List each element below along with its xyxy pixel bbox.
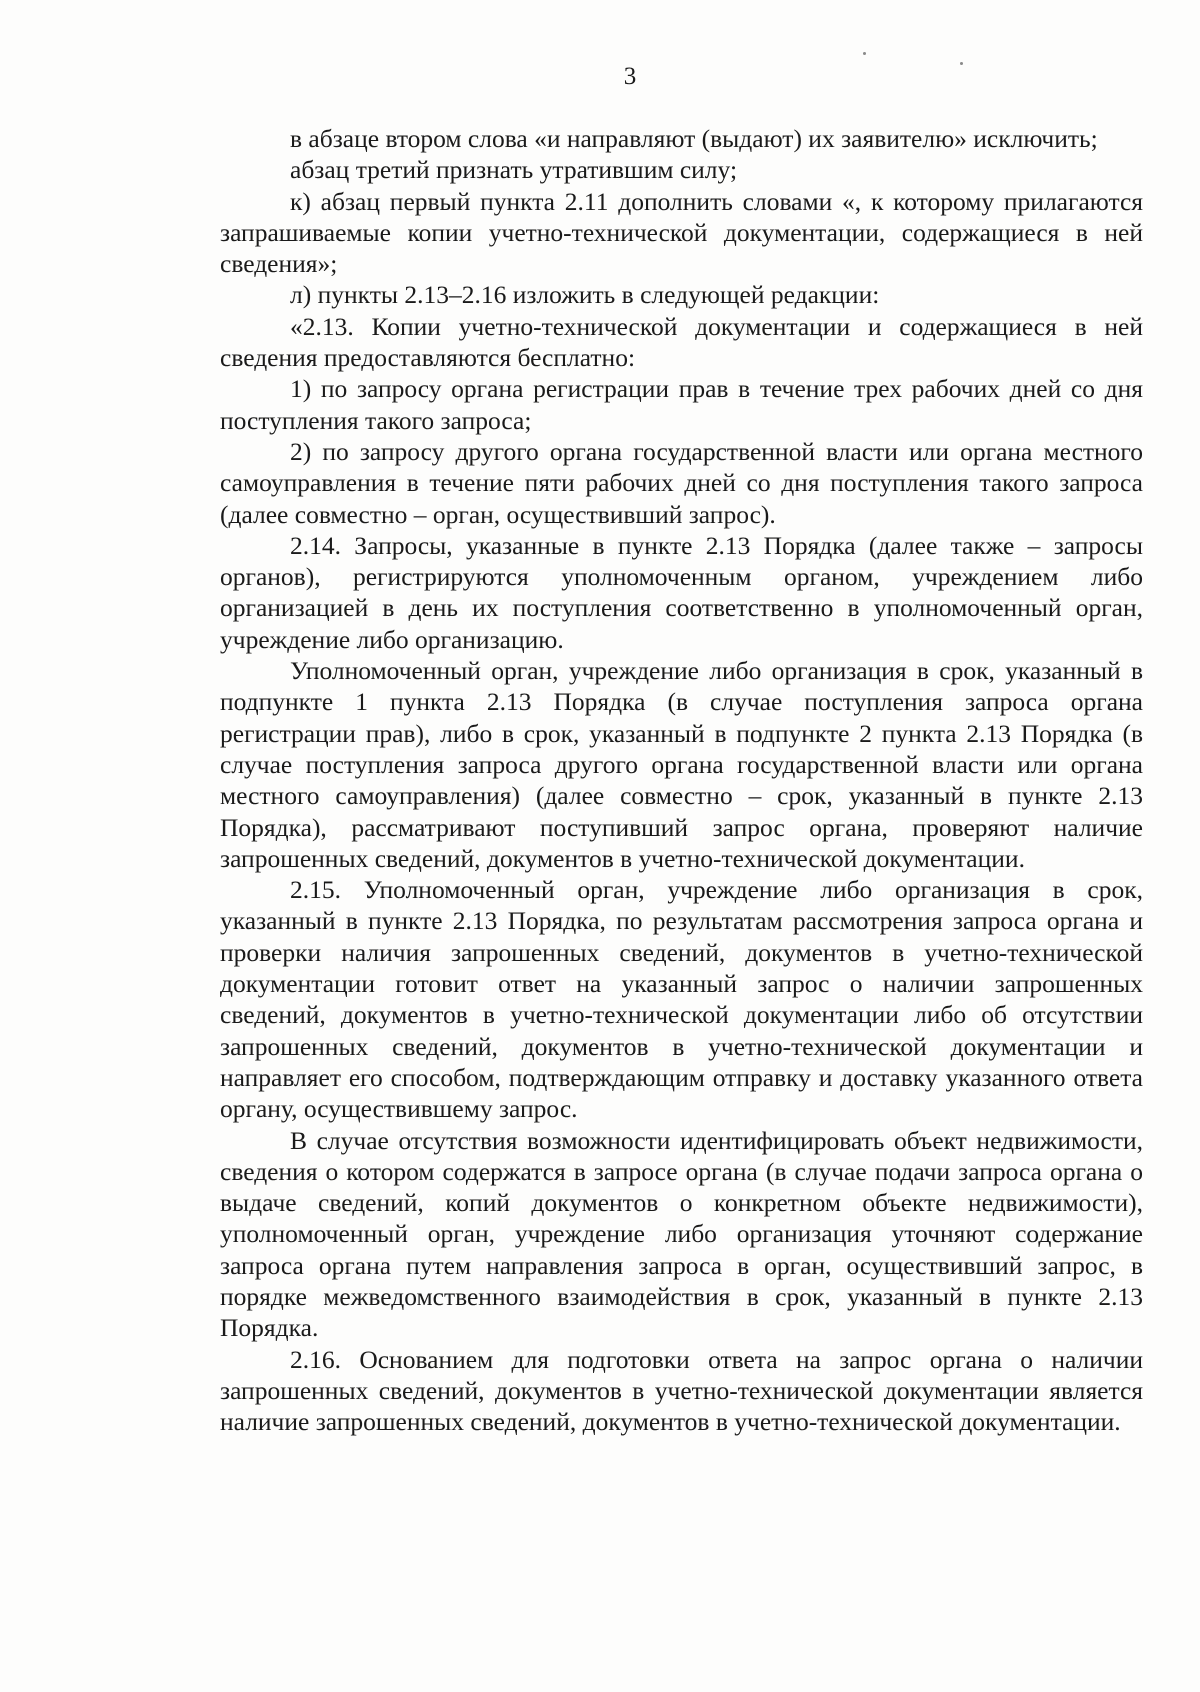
paragraph: л) пункты 2.13–2.16 изложить в следующей редакции: (290, 280, 880, 310)
page-number: 3 (623, 63, 637, 90)
paragraph: в абзаце втором слова «и направляют (выдают) их заявителю» исключить; (290, 124, 1098, 153)
paragraph: к) абзац первый пункта 2.11 дополнить словами «, к которому прилагаются запрашиваемые копии учетно-технической документации, содержащиеся в ней сведения»; (220, 186, 1143, 279)
paragraph: В случае отсутствия возможности идентифицировать объект недвижимости, сведения о котором содержатся в запросе органа (в случае подачи запроса органа о выдаче сведений, копий документов о конкретном объекте недвижимости), уполномоченный орган, учреждение либо организация уточняют содержание запроса органа путем направления запроса в орган, осуществивший запрос, в порядке межведомственного взаимодействия в срок, указанный в пункте 2.13 Порядка. (220, 1125, 1143, 1343)
paragraph: 2) по запросу другого органа государственной власти или органа местного самоуправления в течение пяти рабочих дней со дня поступления такого запроса (далее совместно – орган, осуществивший запрос). (220, 436, 1143, 529)
paragraph: Уполномоченный орган, учреждение либо организация в срок, указанный в подпункте 1 пункта 2.13 Порядка (в случае поступления запроса органа регистрации прав), либо в срок, указанный в подпункте 2 пункта 2.13 Порядка (в случае поступления запроса другого органа государственной власти или органа местного самоуправления) (далее совместно – срок, указанный в пункте 2.13 Порядка), рассматривают поступивший запрос органа, проверяют наличие запрошенных сведений, документов в учетно-технической документации. (220, 656, 1143, 873)
paragraph: 2.16. Основанием для подготовки ответа на запрос органа о наличии запрошенных сведений, документов в учетно-технической документации является наличие запрошенных сведений, документов в учетно-технической документации. (220, 1344, 1143, 1437)
paragraph: 2.15. Уполномоченный орган, учреждение либо организация в срок, указанный в пункте 2.13 Порядка, по результатам рассмотрения запроса органа и проверки наличия запрошенных сведений, документов в учетно-технической документации готовит ответ на указанный запрос о наличии запрошенных сведений, документов в учетно-технической документации либо об отсутствии запрошенных сведений, документов в учетно-технической документации и направляет его способом, подтверждающим отправку и доставку указанного ответа органу, осуществившему запрос. (220, 875, 1143, 1124)
paragraph: 2.14. Запросы, указанные в пункте 2.13 Порядка (далее также – запросы органов), регистрируются уполномоченным органом, учреждением либо организацией в день их поступления соответственно в уполномоченный орган, учреждение либо организацию. (220, 530, 1143, 654)
paragraph: 1) по запросу органа регистрации прав в течение трех рабочих дней со дня поступления такого запроса; (220, 374, 1143, 435)
document-body (220, 123, 1143, 1437)
paragraph: «2.13. Копии учетно-технической документации и содержащиеся в ней сведения предоставляются бесплатно: (220, 311, 1143, 373)
scan-speck (863, 52, 866, 55)
paragraph: абзац третий признать утратившим силу; (290, 155, 738, 185)
